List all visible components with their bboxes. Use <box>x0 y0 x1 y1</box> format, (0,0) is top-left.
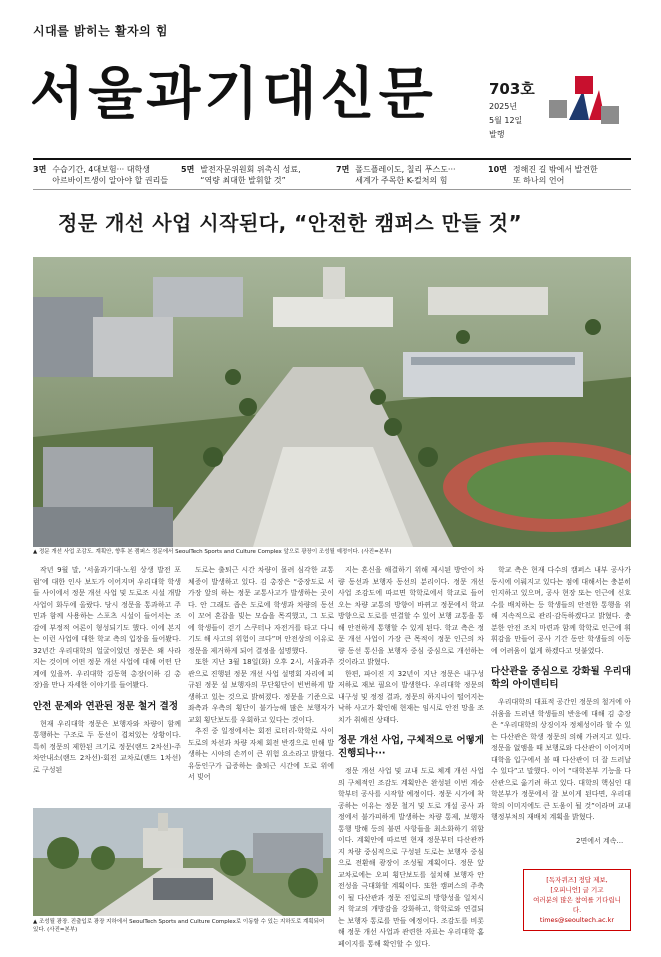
slogan: 시대를 밝히는 활자의 힘 <box>33 24 168 38</box>
article-paragraph: 추진 중 일정에서는 회전 로터리-학학로 사이 도로의 차선과 차량 자체 회전 반경으로 인해 발생하는 시야의 손끼이 큰 위험 요소라고 밝혔다. 유동인구가 급증하는 출퇴근 시간에 도로 위에서 빚어 <box>188 727 334 781</box>
article-paragraph: 작년 9월 말, ‘서울과기대-노원 상생 발전 포럼’에 대한 인사 보도가 이어지며 우리대학 학생들 사이에서 정문 개선 사업 및 도로조 시설 개발 사업이 화두에 올랐다. 당시 정문을 통과하고 주민과 함께 사용하는 스포츠 시설이 들어서는 조감에 부정적 여론이 형성되기도 했다. 이에 본지는 이런 사업에 대한 학교 측의 입장을 들어봤다. 32년간 우리대학의 얼굴이었던 정문은 왜 사라지는 것이며 어떤 정문 개선 사업에 대해 어떤 단계에 있을까. 우리대학 김동혁 총장(이하 김 총장)을 만나 자세한 이야기를 들어봤다. <box>33 566 181 689</box>
toc-line: 수습기간, 4대보험··· 대학생 <box>52 165 150 174</box>
toc-line: 정해진 길 밖에서 발견한 <box>512 165 598 174</box>
ad-email-link[interactable]: times@seoultech.ac.kr <box>539 916 615 924</box>
toc-page: 5면 <box>181 165 195 174</box>
toc-line: 아르바이트생이 알아야 할 권리들 <box>52 176 169 185</box>
reader-participation-box <box>523 869 631 931</box>
article-paragraph: 지는 혼신을 해결하기 위해 제시된 방안이 차량 동선과 보행자 동선의 분리이다. 정문 개선 사업 조감도에 따르면 학학로에서 학교로 들어오는 차량 교통의 방향이 바뀌고 정문에서 학교 방향으로 도로를 연결할 수 있어 보행 교통을 통해 안전하게 통행할 수 있게 된다. 학교 측은 정문 개선 사업이 가장 큰 목적이 정문 인근의 차량 동선 통신을 보행자 중심 중심으로 개선하는 것이라고 밝혔다. <box>338 566 484 666</box>
ad-line: [독자퀴즈] 정답 제보, <box>546 876 608 884</box>
issue-status: 발행 <box>489 130 505 139</box>
article-subheading: 다산관을 중심으로 강화될 우리대학의 아이덴티티 <box>491 666 631 690</box>
photo-caption: ▲ 조성될 광장. 진출입로 광장 지하에서 SeoulTech Sports and Culture Complex로 이동할 수 있는 지하도로 계획되어 있다. (사진=본부) <box>33 919 325 933</box>
toc-item[interactable] <box>33 164 168 186</box>
article-column-1 <box>33 565 181 776</box>
toc-line: 발전자문위원회 위촉식 성료, <box>200 165 301 174</box>
issue-year: 2025년 <box>489 102 518 111</box>
main-headline: 정문 개선 사업 시작된다, “안전한 캠퍼스 만들 것” <box>58 211 523 235</box>
toc-item[interactable] <box>336 164 456 186</box>
article-column-4 <box>491 565 631 824</box>
article-paragraph: 또한 지난 3월 18일(화) 오후 2시, 서울과주관으로 진행된 정문 개선 사업 설명회 자리에 피규된 정문 설 보행자의 무단횡단이 빈번하게 발생하고 있는 것으로 밝혀졌다. 정문을 기준으로 좌측과 우측의 횡단이 불가능해 많은 보행자가 교회 횡단보도를 우회하고 있다는 것이다. <box>188 658 334 724</box>
toc-page: 7면 <box>336 165 350 174</box>
toc-line: “역량 최대한 발휘할 것” <box>200 176 286 185</box>
plaza-rendering-image <box>33 808 331 916</box>
toc-item[interactable] <box>181 164 301 186</box>
continued-notice: 2면에서 계속... <box>576 837 624 845</box>
photo-caption: ▲ 정문 개선 사업 조감도. 계획안, 향후 본 캠퍼스 정문에서 SeoulTech Sports and Culture Complex 앞으로 광장이 조성될 예정이다. (사진=본부) <box>33 549 392 555</box>
ad-line: 여러분의 많은 참여를 기다립니다. <box>533 896 621 914</box>
university-logo-icon <box>549 76 621 140</box>
campus-aerial-rendering-image <box>33 257 631 547</box>
article-paragraph: 도로는 출퇴근 시간 차량이 몰려 심각한 교통 체증이 발생하고 있다. 김 총장은 “중장도로 서가장 앞의 하는 정문 교통사고가 발생하는 곳이다. 안 그래도 좁은 도로에 학생과 차량의 동선이 꼬여 혼잡을 빚는 모습을 목격했고, 그 도로에 학생들이 걷기 스쿠터나 자전거를 타고 다니기도 해 사고의 위험이 크다”며 안전상의 이유로 정문을 제거하게 되어 결정을 설명했다. <box>188 566 334 655</box>
toc-page: 3면 <box>33 165 47 174</box>
toc-item[interactable] <box>488 164 598 186</box>
ad-line: [오피니언] 글 기고 <box>550 886 604 894</box>
issue-info <box>489 78 535 141</box>
article-paragraph: 정문 개선 사업 및 교내 도로 체계 개선 사업의 구체적인 조감도 계획안은 완성된 이번 계승학부터 공사를 시작할 예정이다. 정문 시가에 착공하는 이유는 정문 철거 및 도로 개설 공사 과정에서 불가피하게 발생하는 차량 통제, 보행자 통행 방해 등의 불편 사항들을 최소화하기 위함이다. 계획안에 따르면 현재 정문부터 다산관까지 차량 중심적으로 구성된 도로는 보행자 중심으로 전환해 광장이 조성될 계획이다. 정문 앞 교차로에는 오피 횡단보도를 설치해 보행자 안전성을 극대화할 계획이다. 또한 캠퍼스의 주축이 될 다산관과 정문 진입로의 방향성을 일치시켜 학교의 개방감을 강화하고, 학학로와 연결되는 보행자 통로를 만들 예정이다. 조감도를 비롯해 정문 개선 사업과 관련한 자료는 우리대학 홈페이지를 통해 확인할 수 있다. <box>338 767 484 948</box>
issue-date: 5월 12일 <box>489 116 523 125</box>
toc-line: 세계가 주목한 K-컬처의 힘 <box>355 176 448 185</box>
toc-line: 또 하나의 언어 <box>512 176 565 185</box>
article-paragraph: 현재 우리대학 정문은 보행자와 차량이 함께 통행하는 구조로 두 동선이 겹쳐있는 상황이다. 특히 정문의 제한된 크기로 정문(랜드 2차선)-주차안내소(랜드 2차선)-회전 교차로(랜드 1차선)로 구성된 <box>33 719 181 774</box>
article-subheading: 정문 개선 사업, 구체적으로 어떻게 진행되나··· <box>338 735 484 759</box>
toc-page: 10면 <box>488 165 507 174</box>
article-subheading: 안전 문제와 연관된 정문 철거 결정 <box>33 700 179 712</box>
issue-number: 703호 <box>489 80 535 98</box>
article-paragraph: 학교 측은 현재 다수의 캠퍼스 내부 공사가 동시에 이뤄지고 있다는 점에 대해서는 충분히 인지하고 있으며, 공사 현장 또는 인근에 신호수를 배치하는 등 학생들의 안전한 통행을 위해 지속적으로 관리·감독하겠다고 밝혔다. 충분한 안전 조치 마련과 함께 학학로 인근에 휘휘감을 만들어 공사 기간 동안 학생들의 이동에 어려움이 없게 하겠다고 덧붙였다. <box>491 566 631 655</box>
toc-line: 폴드플레이도, 칠리 푸스도··· <box>355 165 456 174</box>
article-column-2 <box>188 565 334 784</box>
table-of-contents <box>33 158 631 190</box>
newspaper-masthead: 서울과기대신문 <box>30 62 437 127</box>
article-paragraph: 한편, 파이진 지 32년이 지난 정문은 내구성 저하로 재보 필요이 발생한다. 우리대학 정문의 내구성 및 정정 결과, 정문의 하지나이 떨어지는 낙하 사고가 확인해 현재는 임시로 안전 망을 조치가 취해진 상태다. <box>338 669 484 724</box>
article-column-3 <box>338 565 484 950</box>
article-paragraph: 우리대학의 대표적 공간인 정문의 철거에 아쉬움을 드러낸 학생들의 반응에 대해 김 총장은 “우리대학의 상징이자 정체성이라 할 수 있는 다산관은 학생 정문의 의해 가려지고 있다. 정문을 없앰을 때 보행로와 다산관이 이어지며 대학을 입구에서 볼 때 다산관이 더 잘 드러날 수 있다”고 말했다. 이어 “대학본부 기능을 다산관으로 옮기려 하고 있다. 대학의 핵심인 대학본부가 정문에서 잘 보이게 된다면, 우리대학의 이미지에도 큰 도움이 될 것”이라며 교내 행정부처의 재배치 계획을 밝혔다. <box>491 698 631 821</box>
